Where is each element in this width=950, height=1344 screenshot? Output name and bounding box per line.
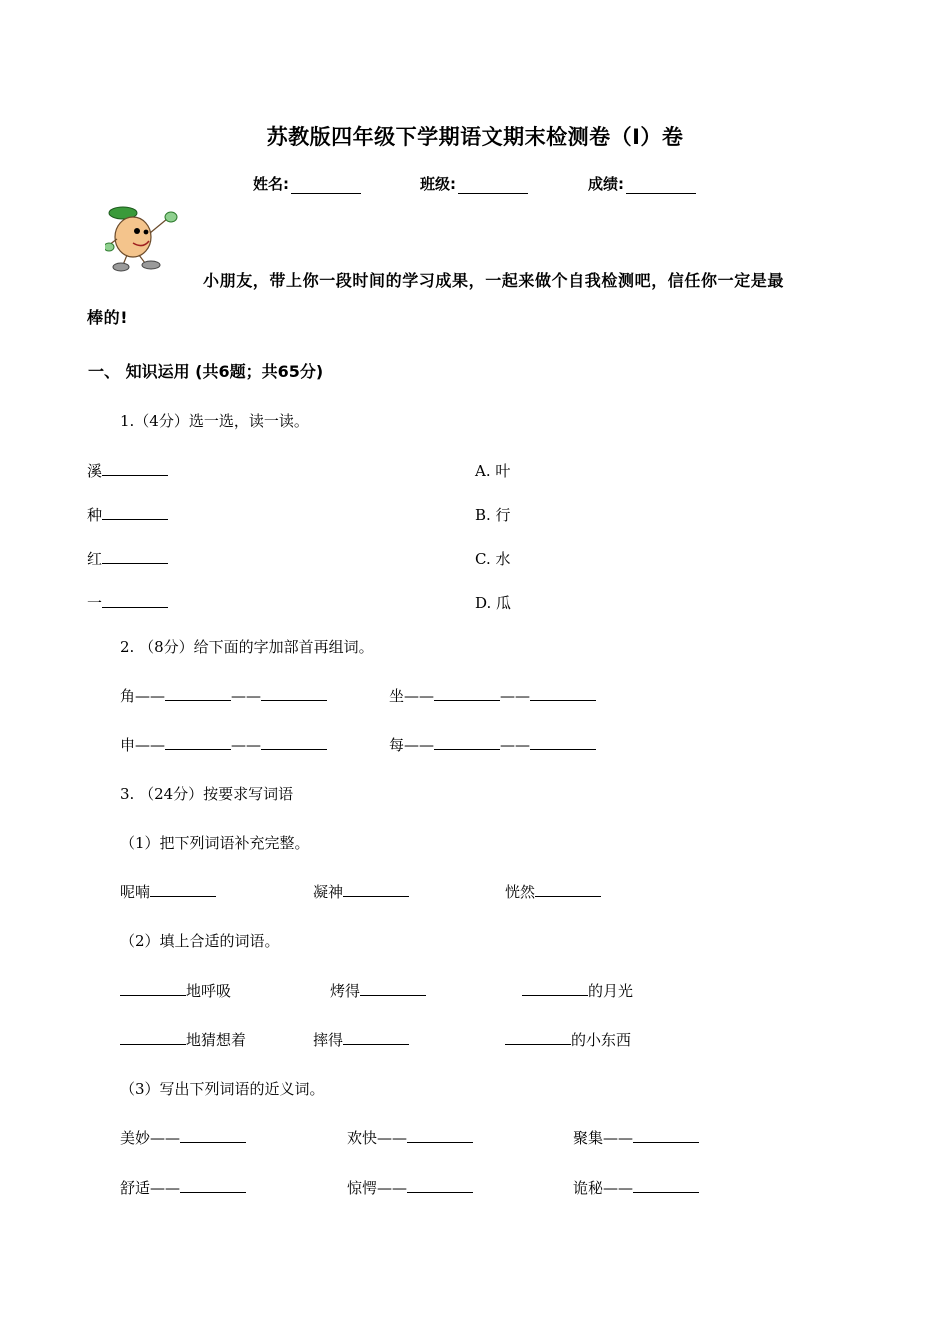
score-label: 成绩: — [588, 175, 624, 193]
score-field — [588, 173, 696, 194]
q3-sub1-item: 凝神 — [313, 881, 409, 902]
answer-blank[interactable] — [120, 981, 186, 996]
q3-sub1-prompt: （1）把下列词语补充完整。 — [120, 834, 310, 852]
q3-sub3-item: 诡秘—— — [573, 1177, 699, 1198]
q2-item: 坐—— —— — [389, 685, 596, 706]
q3-sub3-item: 舒适—— — [120, 1177, 246, 1198]
name-label: 姓名: — [253, 175, 289, 193]
answer-blank[interactable] — [535, 882, 601, 897]
page-title: 苏教版四年级下学期语文期末检测卷（I）卷 — [266, 125, 684, 149]
answer-blank[interactable] — [150, 882, 216, 897]
q1-left-item: 种 — [87, 504, 168, 525]
q1-left-item: 红 — [87, 548, 168, 569]
q3-sub2-item: 烤得 — [330, 980, 426, 1001]
answer-blank[interactable] — [505, 1030, 571, 1045]
q3-prompt: 3. （24分）按要求写词语 — [120, 785, 294, 803]
q3-sub1-item: 呢喃 — [120, 881, 216, 902]
answer-blank[interactable] — [261, 686, 327, 701]
answer-blank[interactable] — [102, 549, 168, 564]
answer-blank[interactable] — [360, 981, 426, 996]
answer-blank[interactable] — [434, 686, 500, 701]
answer-blank[interactable] — [102, 461, 168, 476]
q1-option: D. 瓜 — [475, 594, 512, 612]
q3-sub2-item: 的月光 — [522, 980, 633, 1001]
answer-blank[interactable] — [530, 735, 596, 750]
q3-sub2-item: 地猜想着 — [120, 1029, 246, 1050]
q3-sub3-prompt: （3）写出下列词语的近义词。 — [120, 1080, 325, 1098]
q1-option: B. 行 — [475, 506, 511, 524]
name-blank[interactable] — [291, 178, 361, 194]
q3-sub3-item: 聚集—— — [573, 1127, 699, 1148]
answer-blank[interactable] — [165, 686, 231, 701]
score-blank[interactable] — [626, 178, 696, 194]
class-blank[interactable] — [458, 178, 528, 194]
q1-option: A. 叶 — [475, 462, 511, 480]
q2-item: 角—— —— — [120, 685, 327, 706]
answer-blank[interactable] — [102, 593, 168, 608]
section-heading: 一、 知识运用 (共6题；共65分) — [88, 362, 324, 381]
class-label: 班级: — [420, 175, 456, 193]
q3-sub2-item: 地呼吸 — [120, 980, 231, 1001]
answer-blank[interactable] — [180, 1178, 246, 1193]
answer-blank[interactable] — [343, 1030, 409, 1045]
q3-sub3-item: 欢快—— — [347, 1127, 473, 1148]
q3-sub1-item: 恍然 — [505, 881, 601, 902]
q2-prompt: 2. （8分）给下面的字加部首再组词。 — [120, 638, 374, 656]
answer-blank[interactable] — [261, 735, 327, 750]
q3-sub2-prompt: （2）填上合适的词语。 — [120, 932, 280, 950]
intro-line-2: 棒的! — [87, 308, 129, 327]
q2-item: 申—— —— — [120, 734, 327, 755]
intro-line-1: 小朋友，带上你一段时间的学习成果，一起来做个自我检测吧，信任你一定是最 — [203, 271, 785, 290]
q1-left-item: 溪 — [87, 460, 168, 481]
class-field — [420, 173, 528, 194]
q1-left-item: 一 — [87, 592, 168, 613]
answer-blank[interactable] — [180, 1128, 246, 1143]
answer-blank[interactable] — [633, 1178, 699, 1193]
answer-blank[interactable] — [343, 882, 409, 897]
answer-blank[interactable] — [120, 1030, 186, 1045]
mascot-illustration — [105, 205, 187, 275]
answer-blank[interactable] — [530, 686, 596, 701]
answer-blank[interactable] — [165, 735, 231, 750]
answer-blank[interactable] — [633, 1128, 699, 1143]
answer-blank[interactable] — [407, 1178, 473, 1193]
q3-sub2-item: 的小东西 — [505, 1029, 631, 1050]
q3-sub3-item: 美妙—— — [120, 1127, 246, 1148]
answer-blank[interactable] — [434, 735, 500, 750]
q2-item: 每—— —— — [389, 734, 596, 755]
q3-sub2-item: 摔得 — [313, 1029, 409, 1050]
q1-prompt: 1.（4分）选一选，读一读。 — [120, 412, 309, 430]
q3-sub3-item: 惊愕—— — [347, 1177, 473, 1198]
answer-blank[interactable] — [102, 505, 168, 520]
q1-option: C. 水 — [475, 550, 511, 568]
name-field — [253, 173, 361, 194]
answer-blank[interactable] — [407, 1128, 473, 1143]
answer-blank[interactable] — [522, 981, 588, 996]
